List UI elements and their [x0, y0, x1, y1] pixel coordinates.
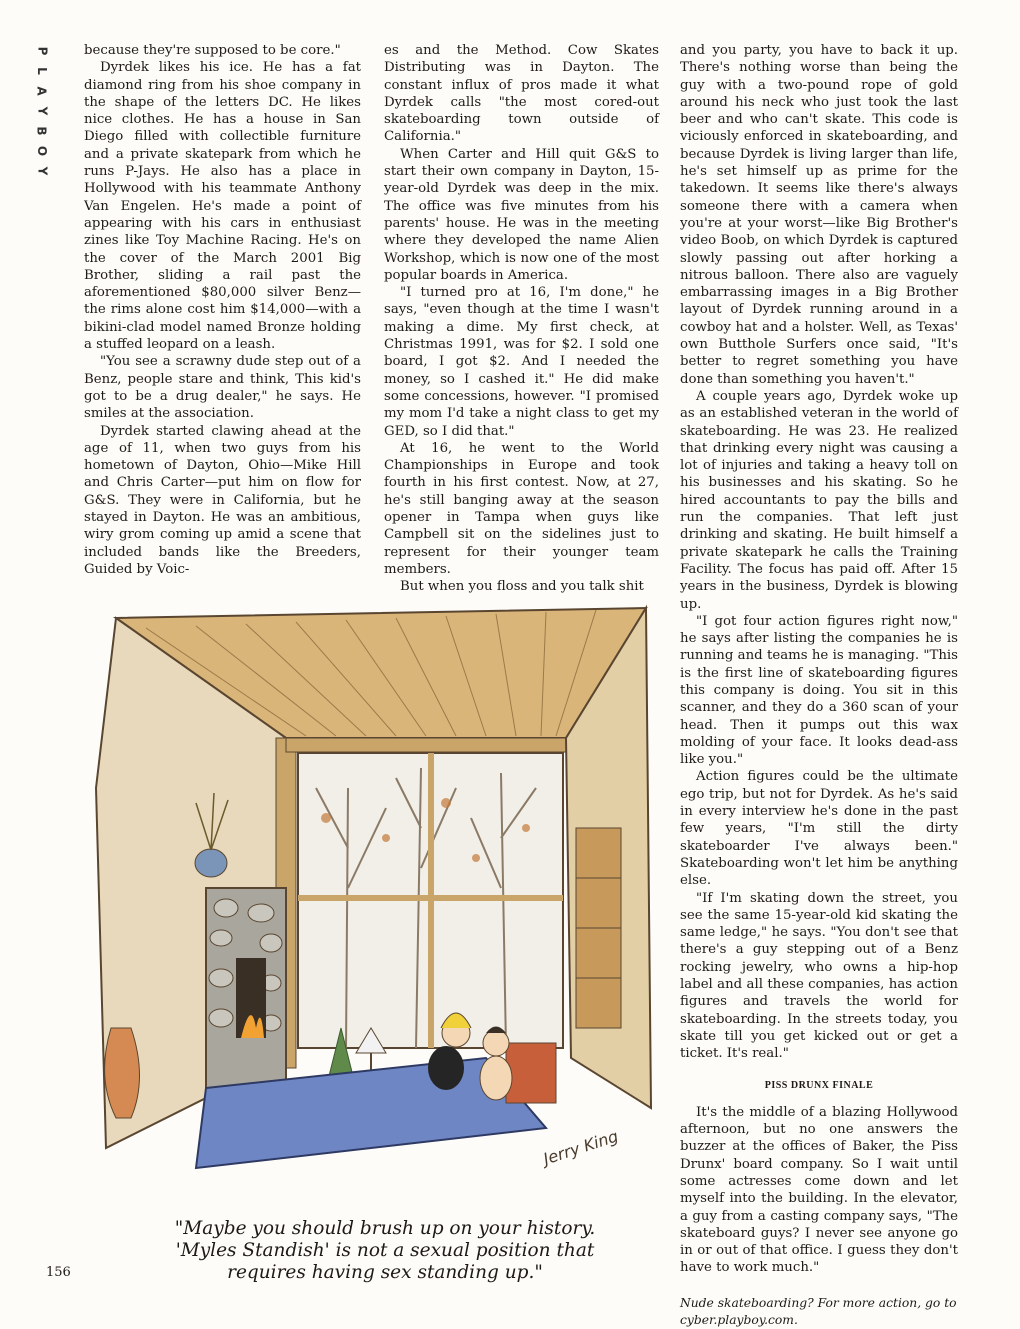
- paragraph: When Carter and Hill quit G&S to start their own company in Dayton, 15-year-old Dyrdek was deep in the mix. The office was five minutes from his parents' house. He was in the meeting where they developed the name Alien Workshop, which is now one of the most popular boards in America.: [384, 146, 659, 283]
- paragraph: Dyrdek likes his ice. He has a fat diamond ring from his shoe company in the shape of the letters DC. He likes nice clothes. He has a house in San Diego filled with collectible furniture and a private skatepark from which he runs P-Jays. He also has a place in Hollywood with his teammate Anthony Van Engelen. He's made a point of appearing with his cars in enthusiast zines like Toy Machine Racing. He's on the cover of the March 2001 Big Brother, sliding a rail past the aforementioned $80,000 silver Benz—the rims alone cost him $14,000—with a bikini-clad model named Bronze holding a stuffed leopard on a leash.: [84, 60, 361, 353]
- masthead-letter: L: [35, 67, 49, 75]
- masthead: [30, 45, 54, 177]
- masthead-letter: O: [34, 145, 49, 157]
- masthead-letter: B: [35, 126, 49, 136]
- paragraph: and you party, you have to back it up. There's nothing worse than being the guy with a two-pound rope of gold around his neck who just took the last beer and who can't skate. This code is viciously enforced in skateboarding, and because Dyrdek is living larger than life, he's set himself up as prime for the takedown. It seems like there's always someone there with a camera when you're at your worst—like Big Brother's video Boob, on which Dyrdek is captured slowly passing out after horking a nitrous balloon. There also are vaguely embarrassing images in a Big Brother layout of Dyrdek running around in a cowboy hat and a holster. Well, as Texas' own Butthole Surfers once said, "It's better to regret something you have done than something you haven't.": [680, 43, 958, 387]
- paragraph: es and the Method. Cow Skates Distributing was in Dayton. The constant influx of pros made it what Dyrdek calls "the most cored-out skateboarding town outside of California.": [384, 43, 659, 145]
- masthead-letter: P: [34, 46, 49, 56]
- article-column-2: [384, 42, 659, 596]
- paragraph: "If I'm skating down the street, you see the same 15-year-old kid skating the same ledge," he says. "You don't see that there's a guy stepping out of a Benz rocking jewelry, who owns a hip-hop label and all these companies, has action figures and travels the world for skateboarding. In the streets today, you skate till you get kicked out or get a ticket. It's real.": [680, 890, 958, 1062]
- cartoon-caption: "Maybe you should brush up on your history. 'Myles Standish' is not a sexual position that requires having sex standing up.": [174, 1218, 596, 1283]
- paragraph: "You see a scrawny dude step out of a Benz, people stare and think, This kid's got to be a drug dealer," he says. He smiles at the association.: [84, 354, 361, 422]
- paragraph: "I turned pro at 16, I'm done," he says, "even though at the time I wasn't making a dime. My first check, at Christmas 1991, was for $2. I sold one board, I got $2. And I needed the money, so I cashed it." He did make some concessions, however. "I promised my mom I'd take a night class to get my GED, so I did that.": [384, 285, 659, 439]
- article-column-3: [680, 42, 958, 1329]
- section-subhead: PISS DRUNX FINALE: [764, 1079, 874, 1091]
- paragraph: "I got four action figures right now," he says after listing the companies he is running and teams he is managing. "This is the first line of skateboarding figures this company is doing. You sit in this scanner, and they do a 360 scan of your head. Then it pumps out this wax molding of your face. It looks dead-ass like you.": [680, 613, 958, 768]
- masthead-letter: Y: [34, 106, 49, 116]
- paragraph: because they're supposed to be core.": [84, 43, 341, 58]
- paragraph: At 16, he went to the World Championships in Europe and took fourth in his first contest. Now, at 27, he's still banging away at the season opener in Tampa when guys like Campbell sit on the sidelines just to represent for their younger team members.: [384, 440, 659, 577]
- masthead-letter: A: [34, 86, 49, 96]
- paragraph: It's the middle of a blazing Hollywood afternoon, but no one answers the buzzer at the offices of Baker, the Piss Drunx' board company. So I wait until some actresses come down and let myself into the building. In the elevator, a guy from a casting company says, "The skateboard guys? I never see anyone go in or out of that office. I guess they don't have to work much.": [680, 1104, 958, 1276]
- paragraph: A couple years ago, Dyrdek woke up as an established veteran in the world of skateboarding. He was 23. He realized that drinking every night was causing a lot of injuries and taking a heavy toll on his businesses and his skating. So he hired accountants to pay the bills and run the companies. That left just drinking and skating. He built himself a private skatepark he calls the Training Facility. The focus has paid off. After 15 years in the business, Dyrdek is blowing up.: [680, 388, 958, 612]
- web-plug: Nude skateboarding? For more action, go to cyber.playboy.com.: [680, 1295, 957, 1327]
- paragraph: Dyrdek started clawing ahead at the age of 11, when two guys from his hometown of Dayton, Ohio—Mike Hill and Chris Carter—put him on flow for G&S. They were in California, but he stayed in Dayton. He was an ambitious, wiry grom coming up amid a scene that included bands like the Breeders, Guided by Voic-: [84, 423, 361, 577]
- paragraph: But when you floss and you talk shit: [400, 579, 644, 595]
- cartoon-illustration: [86, 588, 656, 1198]
- masthead-letter: Y: [34, 166, 49, 176]
- paragraph: Action figures could be the ultimate ego trip, but not for Dyrdek. As he's said in every interview he's done in the past few years, "I'm still the dirty skateboarder I've always been." Skateboarding won't let him be anything else.: [680, 769, 958, 889]
- article-column-1: [84, 42, 361, 578]
- cartoonist-signature: Jerry King: [540, 1126, 621, 1169]
- page-number: 156: [46, 1265, 71, 1280]
